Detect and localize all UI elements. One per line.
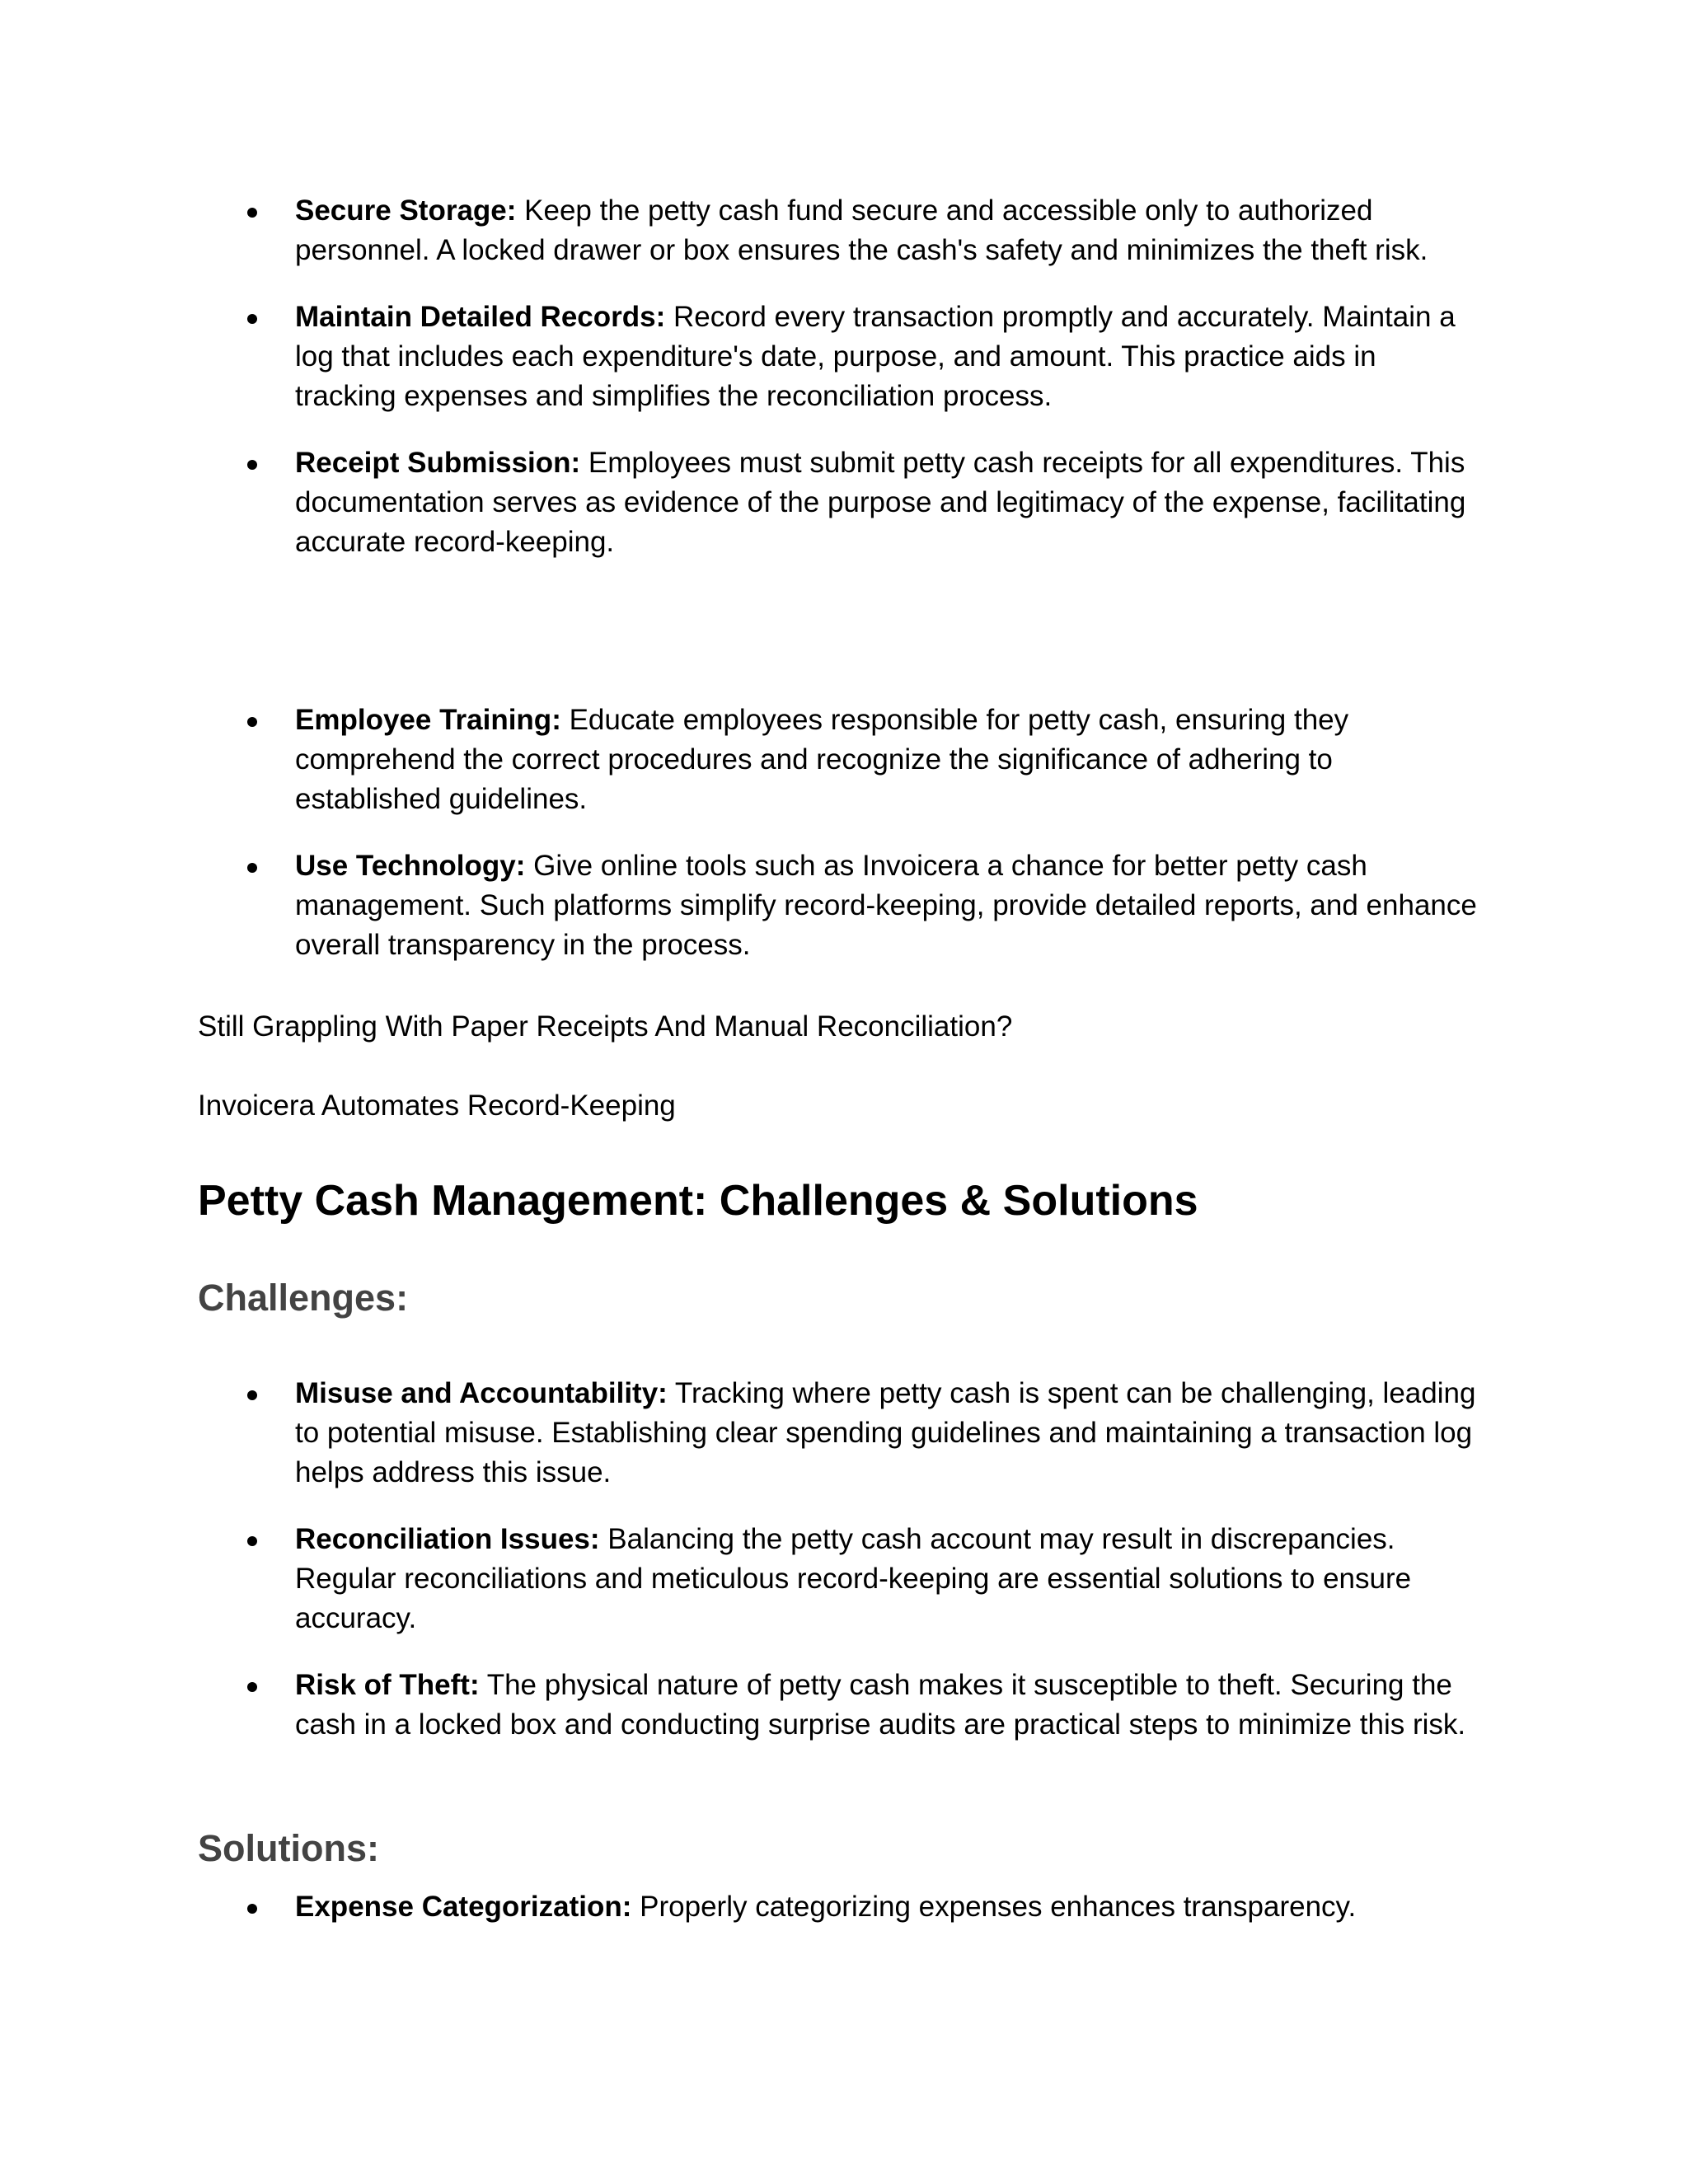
list-item-term: Maintain Detailed Records: [295,301,666,333]
list-item-text: Properly categorizing expenses enhances transparency. [631,1891,1357,1923]
list-item-employee-training [198,701,1484,819]
list-item-term: Reconciliation Issues: [295,1523,600,1555]
bullet-icon [247,1536,257,1546]
challenges-heading: Challenges: [198,1277,409,1319]
solutions-list [198,1887,1484,1954]
list-item-maintain-records [198,298,1484,416]
page-heading: Petty Cash Management: Challenges & Solutions [198,1177,1198,1225]
list-item-use-technology [198,846,1484,965]
list-item-term: Secure Storage: [295,194,517,227]
bullet-icon [247,314,257,324]
list-item-term: Risk of Theft: [295,1669,480,1701]
bullet-icon [247,863,257,873]
list-item-receipt-submission [198,443,1484,562]
cta-question: Still Grappling With Paper Receipts And Manual Reconciliation? [198,1010,1013,1043]
practices-list-continued [198,701,1484,992]
solutions-heading: Solutions: [198,1827,379,1869]
practices-list [198,191,1484,589]
list-item-term: Employee Training: [295,704,561,736]
list-item-text: Record every transaction promptly and accurately. Maintain a log that includes each expenditure's date, purpose, and amount. This practice aids in tracking expenses and simplifies the reconciliation process. [295,301,1456,412]
list-item-expense-categorization [198,1887,1484,1927]
list-item-text: Tracking where petty cash is spent can be challenging, leading to potential misuse. Establishing clear spending guidelines and maintaining a transaction log helps address this issue. [295,1377,1476,1488]
list-item-risk-of-theft [198,1666,1484,1745]
bullet-icon [247,1904,257,1914]
bullet-icon [247,1682,257,1692]
list-item-text: Balancing the petty cash account may result in discrepancies. Regular reconciliations and meticulous record-keeping are essential solutions to ensure accuracy. [295,1523,1412,1634]
cta-line: Invoicera Automates Record-Keeping [198,1090,676,1122]
list-item-secure-storage [198,191,1484,270]
list-item-text: Keep the petty cash fund secure and accessible only to authorized personnel. A locked drawer or box ensures the cash's safety and minimizes the theft risk. [295,194,1428,266]
list-item-text: The physical nature of petty cash makes it susceptible to theft. Securing the cash in a locked box and conducting surprise audits are practical steps to minimize this risk. [295,1669,1466,1741]
list-item-text: Employees must submit petty cash receipts for all expenditures. This documentation serves as evidence of the purpose and legitimacy of the expense, facilitating accurate record-keeping. [295,447,1466,558]
bullet-icon [247,1390,257,1400]
list-item-term: Receipt Submission: [295,447,581,479]
list-item-text: Give online tools such as Invoicera a chance for better petty cash management. Such platforms simplify record-keeping, provide detailed reports, and enhance overall transparency in the process. [295,850,1477,961]
list-item-term: Misuse and Accountability: [295,1377,668,1409]
bullet-icon [247,208,257,218]
list-item-term: Use Technology: [295,850,526,882]
list-item-term: Expense Categorization: [295,1891,632,1923]
list-item-reconciliation [198,1520,1484,1638]
bullet-icon [247,460,257,470]
bullet-icon [247,717,257,727]
challenges-list [198,1374,1484,1772]
list-item-text: Educate employees responsible for petty cash, ensuring they comprehend the correct procedures and recognize the significance of adhering to established guidelines. [295,704,1349,815]
list-item-misuse [198,1374,1484,1493]
